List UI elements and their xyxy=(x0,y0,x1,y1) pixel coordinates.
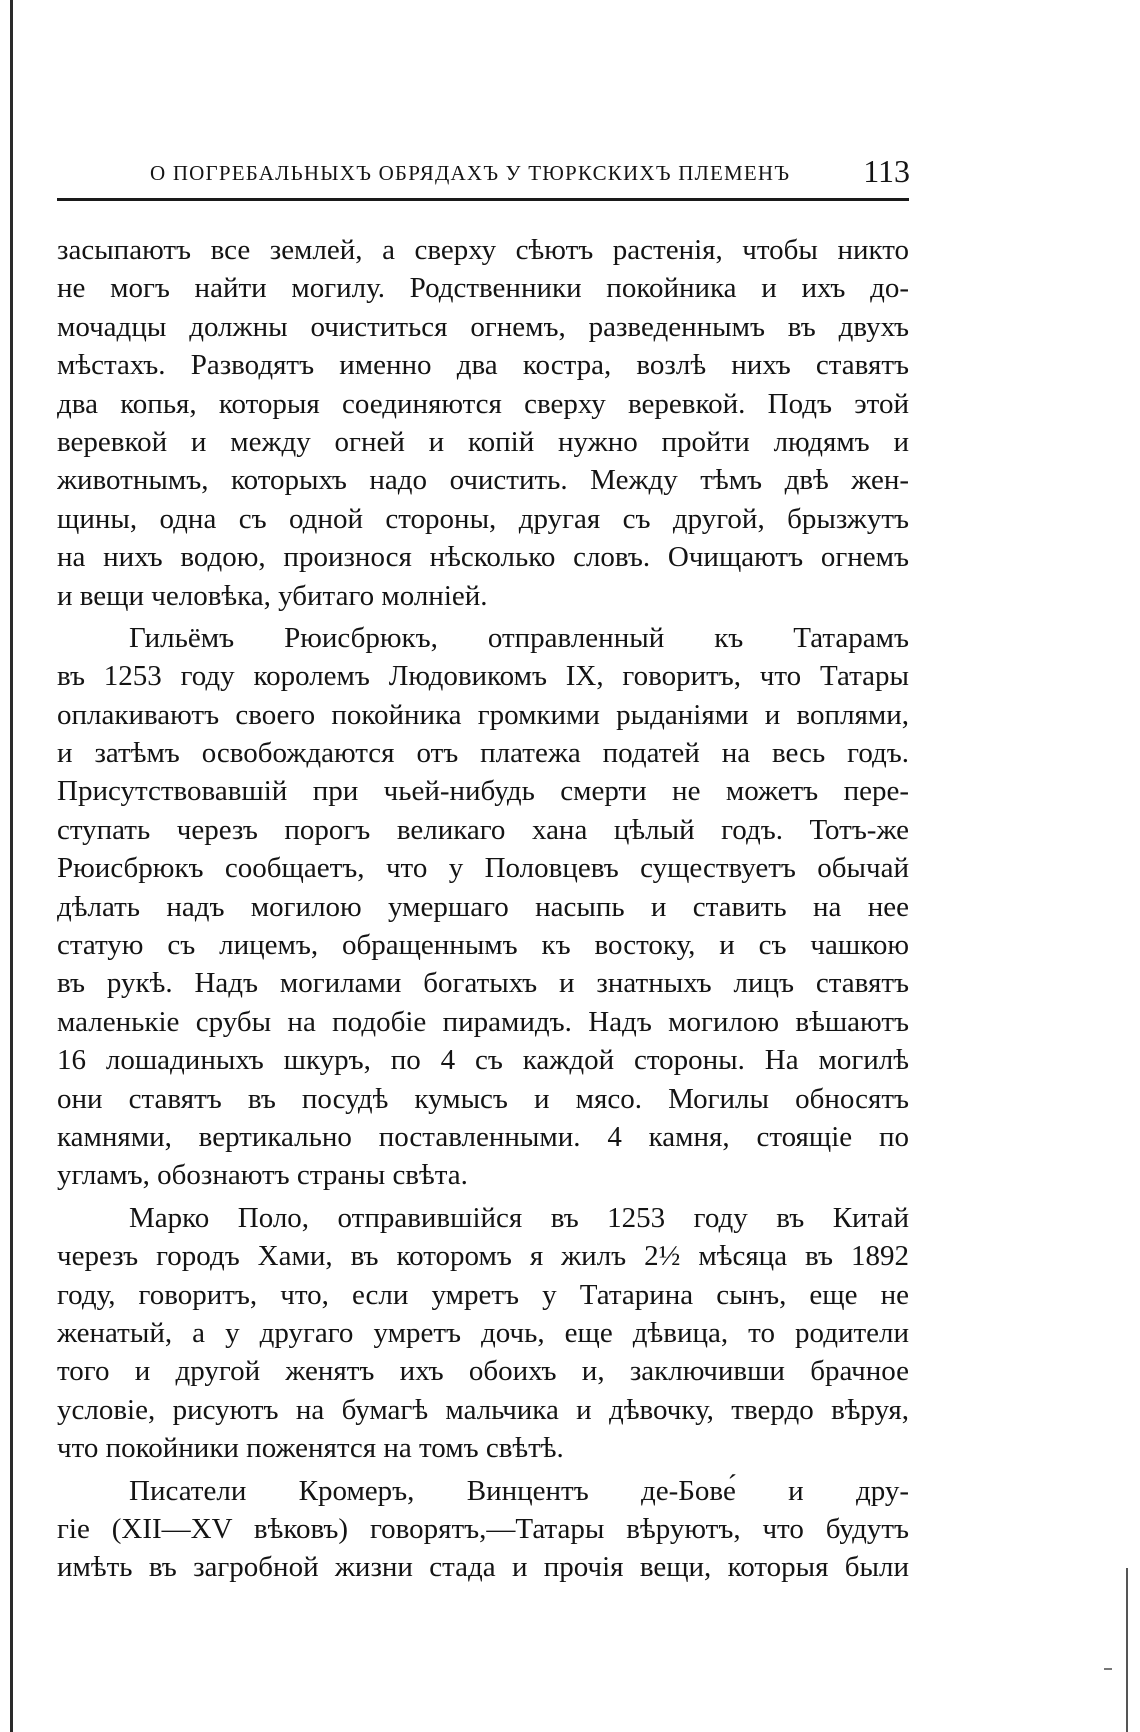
page-number: 113 xyxy=(863,153,910,189)
text-line: оплакиваютъ своего покойника громкими рыданіями и воплями, xyxy=(57,698,909,731)
text-line: году, говоритъ, что, если умретъ у Татарина сынъ, еще не xyxy=(57,1278,909,1311)
scan-margin-tick xyxy=(1104,1668,1112,1670)
text-line: того и другой женятъ ихъ обоихъ и, заключивши брачное xyxy=(57,1355,909,1388)
text-line: не могъ найти могилу. Родственники покойника и ихъ до- xyxy=(57,272,909,305)
text-line: черезъ городъ Хами, въ которомъ я жилъ 2½ мѣсяца въ 1892 xyxy=(57,1240,909,1273)
scan-page-edge xyxy=(10,0,13,1732)
text-line: женатый, а у другаго умретъ дочь, еще дѣвица, то родители xyxy=(57,1316,909,1349)
text-line: условіе, рисуютъ на бумагѣ мальчика и дѣвочку, твердо вѣруя, xyxy=(57,1393,909,1426)
text-line: гіе (XII—XV вѣковъ) говорятъ,—Татары вѣруютъ, что будутъ xyxy=(57,1512,909,1545)
text-line: что покойники поженятся на томъ свѣтѣ. xyxy=(57,1432,564,1465)
text-line: мочадцы должны очиститься огнемъ, разведеннымъ въ двухъ xyxy=(57,310,909,343)
text-line: они ставятъ въ посудѣ кумысъ и мясо. Могилы обносятъ xyxy=(57,1082,909,1115)
text-line: мѣстахъ. Разводятъ именно два костра, возлѣ нихъ ставятъ xyxy=(57,349,909,382)
text-line: угламъ, обознаютъ страны свѣта. xyxy=(57,1159,468,1192)
scan-margin-mark xyxy=(1126,1568,1128,1732)
text-line: животнымъ, которыхъ надо очистить. Между тѣмъ двѣ жен- xyxy=(57,464,909,497)
text-line: 16 лошадиныхъ шкуръ, по 4 съ каждой стороны. На могилѣ xyxy=(57,1044,909,1077)
running-title: О ПОГРЕБАЛЬНЫХЪ ОБРЯДАХЪ У ТЮРКСКИХЪ ПЛЕМЕНЪ xyxy=(150,161,791,185)
text-line: статую съ лицемъ, обращеннымъ къ востоку, и съ чашкою xyxy=(57,929,909,962)
text-line: Писатели Кромеръ, Винцентъ де-Бове́ и дру- xyxy=(129,1474,909,1507)
text-line: веревкой и между огней и копій нужно пройти людямъ и xyxy=(57,425,909,458)
text-line: засыпаютъ все землей, а сверху сѣютъ растенія, чтобы никто xyxy=(57,234,909,266)
paragraph xyxy=(57,231,909,615)
text-line: на нихъ водою, произнося нѣсколько словъ. Очищаютъ огнемъ xyxy=(57,541,909,574)
text-line: маленькіе срубы на подобіе пирамидъ. Надъ могилою вѣшаютъ xyxy=(57,1005,909,1038)
text-line: щины, одна съ одной стороны, другая съ другой, брызжутъ xyxy=(57,502,909,535)
text-line: ступать черезъ порогъ великаго хана цѣлый годъ. Тотъ-же xyxy=(57,813,909,846)
text-line: дѣлать надъ могилою умершаго насыпь и ставить на нее xyxy=(57,890,909,923)
body-text xyxy=(57,231,909,1587)
text-line: въ рукѣ. Надъ могилами богатыхъ и знатныхъ лицъ ставятъ xyxy=(57,967,909,1000)
text-line: Гильёмъ Рюисбрюкъ, отправленный къ Татарамъ xyxy=(129,621,909,654)
text-line: Рюисбрюкъ сообщаетъ, что у Половцевъ существуетъ обычай xyxy=(57,852,909,885)
text-line: имѣть въ загробной жизни стада и прочія вещи, которыя были xyxy=(57,1551,909,1584)
text-line: и вещи человѣка, убитаго молніей. xyxy=(57,579,488,612)
text-line: и затѣмъ освобождаются отъ платежа податей на весь годъ. xyxy=(57,737,909,770)
paragraph xyxy=(57,619,909,1195)
paragraph xyxy=(57,1199,909,1468)
text-line: два копья, которыя соединяются сверху веревкой. Подъ этой xyxy=(57,387,909,420)
text-line: Присутствовавшій при чьей-нибудь смерти не можетъ пере- xyxy=(57,775,909,808)
page-header xyxy=(55,153,910,192)
text-line: Марко Поло, отправившійся въ 1253 году въ Китай xyxy=(129,1201,909,1234)
header-rule xyxy=(57,198,909,201)
text-line: въ 1253 году королемъ Людовикомъ IX, говоритъ, что Татары xyxy=(57,660,909,693)
paragraph xyxy=(57,1472,909,1587)
text-line: камнями, вертикально поставленными. 4 камня, стоящіе по xyxy=(57,1120,909,1153)
